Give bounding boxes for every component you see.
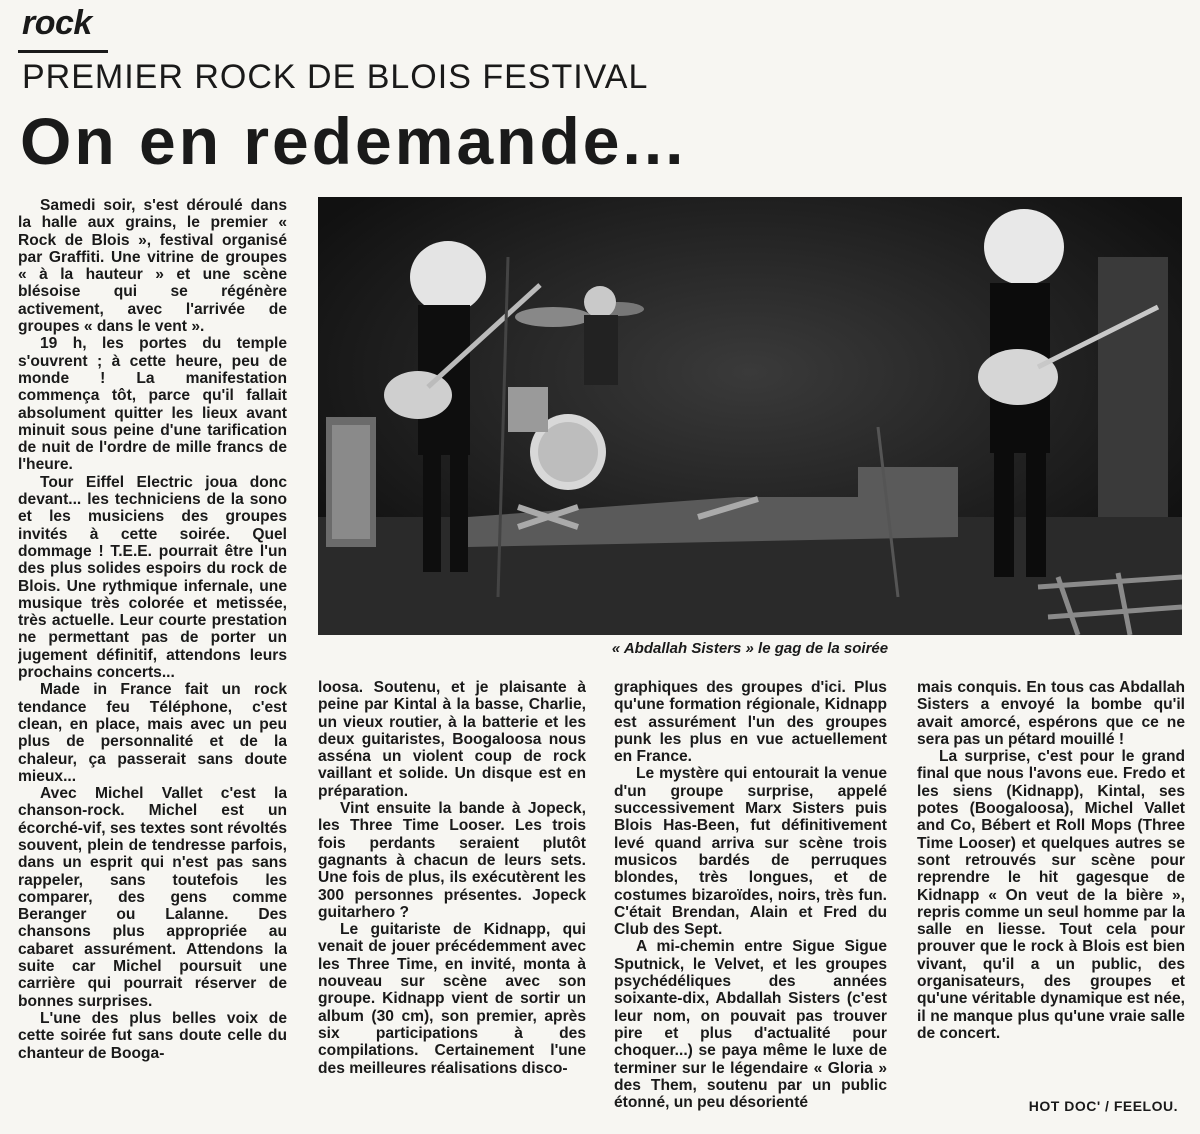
byline: HOT DOC' / FEELOU. [1028, 1098, 1178, 1114]
kicker: PREMIER ROCK DE BLOIS FESTIVAL [22, 58, 649, 96]
paragraph: 19 h, les portes du temple s'ouvrent ; à cette heure, peu de monde ! La manifestation commença tôt, parce qu'il fallait absolument quitter les lieux avant minuit sous peine d'une tarification de nuit de l'ordre de mille francs de l'heure. [18, 335, 287, 474]
article-column-3 [614, 679, 887, 1119]
article-column-2 [318, 679, 586, 1099]
photo-caption: « Abdallah Sisters » le gag de la soirée [611, 640, 889, 657]
paragraph: Le guitariste de Kidnapp, qui venait de jouer précédemment avec les Three Time, en invité, monta à nouveau sur scène avec son groupe. Kidnapp vient de sortir un album (30 cm), son premier, après six participations à des compilations. Certainement l'une des meilleures réalisations disco- [318, 921, 586, 1077]
concert-photo-illustration [318, 197, 1182, 635]
paragraph: La surprise, c'est pour le grand final que nous l'avons eue. Fredo et les siens (Kidnapp), Kintal, ses potes (Boogaloosa), Michel Vallet and Co, Bébert et Roll Mops (Three Time Looser) et quelques autres se sont retrouvés sur scène pour reprendre le hit gagesque de Kidnapp « On veut de la bière », repris comme un seul homme par la salle en liesse. Tout cela pour prouver que le rock à Blois est bien vivant, qu'il a un public, des organisateurs, des groupes et qu'une véritable dynamique est née, il ne manque plus qu'une vraie salle de concert. [917, 748, 1185, 1042]
paragraph: Le mystère qui entourait la venue d'un groupe surprise, appelé successivement Marx Sisters puis Blois Has-Been, fut définitivement levé quand arriva sur scène trois musicos bardés de perruques blondes, très longues, et de costumes bizaroïdes, noirs, très fun. C'était Brendan, Alain et Fred du Club des Sept. [614, 765, 887, 939]
paragraph: Tour Eiffel Electric joua donc devant... les techniciens de la sono et les musiciens des groupes invités à cette soirée. Quel dommage ! T.E.E. pourrait être l'un des plus solides espoirs du rock de Blois. Une rythmique infernale, une musique très colorée et metissée, très actuelle. Leur courte prestation ne permettant pas de porter un jugement définitif, attendons leurs prochains concerts... [18, 473, 287, 682]
paragraph: Avec Michel Vallet c'est la chanson-rock. Michel est un écorché-vif, ses textes sont révoltés souvent, plein de tendresse parfois, dans un esprit qui n'est pas sans rappeler, sans toutefois les comparer, des gens comme Beranger ou Lalanne. Des chansons plus appropriée au cabaret assurément. Attendons la suite car Michel poursuit une carrière qui pourrait réserver de bonnes surprises. [18, 785, 287, 1010]
paragraph: L'une des plus belles voix de cette soirée fut sans doute celle du chanteur de Booga- [18, 1009, 287, 1062]
paragraph: A mi-chemin entre Sigue Sigue Sputnick, le Velvet, et les groupes psychédéliques des années soixante-dix, Abdallah Sisters (c'est leur nom, on pouvait pas trouver pire et plus d'actualité pour choquer...) se paya même le luxe de terminer sur le légendaire « Gloria » des Them, soutenu par un public étonné, un peu désorienté [614, 938, 887, 1112]
article-column-4 [917, 679, 1185, 1089]
concert-photo [318, 197, 1182, 635]
paragraph: Vint ensuite la bande à Jopeck, les Three Time Looser. Les trois fois perdants seraient plutôt gagnants à chacun de leurs sets. Une fois de plus, ils exécutèrent les 300 personnes présentes. Jopeck guitarhero ? [318, 800, 586, 921]
paragraph: graphiques des groupes d'ici. Plus qu'une formation régionale, Kidnapp est assurément l'un des groupes punk les plus en vue actuellement en France. [614, 679, 887, 766]
paragraph: Made in France fait un rock tendance feu Téléphone, c'est clean, en place, mais avec un peu plus de personnalité et de la chaleur, ça passerait sans doute mieux... [18, 681, 287, 785]
paragraph: loosa. Soutenu, et je plaisante à peine par Kintal à la basse, Charlie, un vieux routier, à la batterie et les deux guitaristes, Boogaloosa nous asséna un violent coup de rock vaillant et solide. Un disque est en préparation. [318, 679, 586, 800]
headline: On en redemande... [20, 104, 687, 178]
paragraph: Samedi soir, s'est déroulé dans la halle aux grains, le premier « Rock de Blois », festival organisé par Graffiti. Une vitrine de groupes « à la hauteur » et une scène blésoise qui se régénère activement, avec l'arrivée de groupes « dans le vent ». [18, 197, 287, 336]
section-tag: rock [22, 4, 92, 42]
section-rule [18, 50, 108, 53]
article-column-1 [18, 197, 287, 1095]
paragraph: mais conquis. En tous cas Abdallah Sisters a envoyé la bombe qu'il avait amorcé, espérons que ce ne sera pas un pétard mouillé ! [917, 679, 1185, 748]
